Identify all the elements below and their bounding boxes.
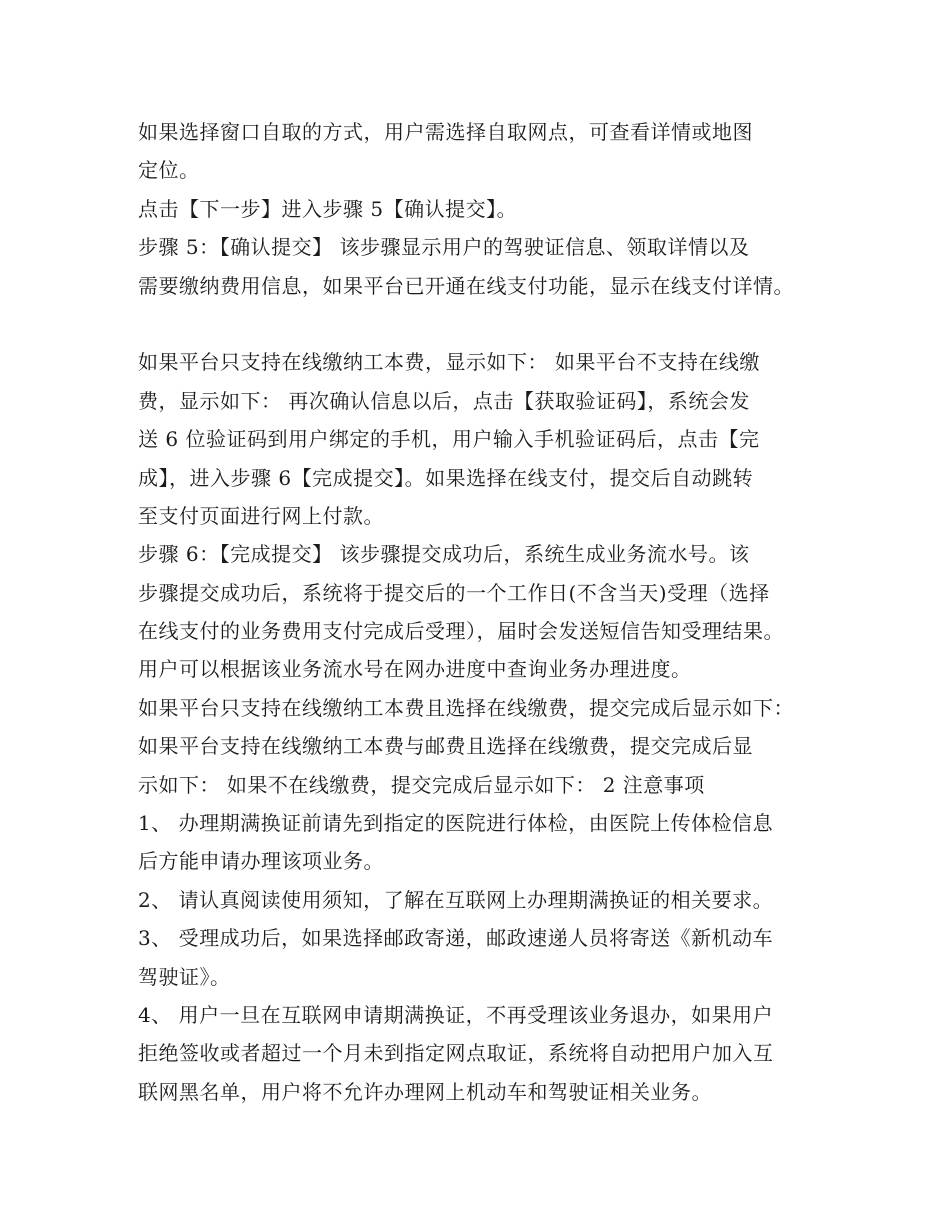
text-line: 1、 办理期满换证前请先到指定的医院进行体检，由医院上传体检信息 xyxy=(138,811,774,836)
text-line: 费，显示如下： 再次确认信息以后，点击【获取验证码】，系统会发 xyxy=(138,388,750,413)
text-line: 后方能申请办理该项业务。 xyxy=(138,849,384,874)
text-line: 如果平台支持在线缴纳工本费与邮费且选择在线缴费，提交完成后显 xyxy=(138,734,753,759)
text-line: 驾驶证》。 xyxy=(138,964,231,989)
text-line: 在线支付的业务费用支付完成后受理），届时会发送短信告知受理结果。 xyxy=(138,619,784,644)
text-line: 拒绝签收或者超过一个月未到指定网点取证，系统将自动把用户加入互 xyxy=(138,1041,774,1066)
text-line: 用户可以根据该业务流水号在网办进度中查询业务办理进度。 xyxy=(138,657,692,682)
text-line: 定位。 xyxy=(138,158,200,183)
text-line: 如果平台只支持在线缴纳工本费，显示如下： 如果平台不支持在线缴 xyxy=(138,350,760,375)
text-line: 4、 用户一旦在互联网申请期满换证，不再受理该业务退办，如果用户 xyxy=(138,1002,774,1027)
text-line: 点击【下一步】进入步骤 5【确认提交】。 xyxy=(138,196,518,221)
text-line: 联网黑名单，用户将不允许办理网上机动车和驾驶证相关业务。 xyxy=(138,1079,712,1104)
text-line: 送 6 位验证码到用户绑定的手机，用户输入手机验证码后，点击【完 xyxy=(138,427,760,452)
text-line: 需要缴纳费用信息，如果平台已开通在线支付功能，显示在线支付详情。 xyxy=(138,273,794,298)
text-line: 步骤 5：【确认提交】 该步骤显示用户的驾驶证信息、领取详情以及 xyxy=(138,235,750,260)
text-line: 3、 受理成功后，如果选择邮政寄递，邮政速递人员将寄送《新机动车 xyxy=(138,926,774,951)
document-body xyxy=(138,113,818,1111)
text-line: 如果平台只支持在线缴纳工本费且选择在线缴费，提交完成后显示如下： xyxy=(138,695,794,720)
text-line: 步骤 6：【完成提交】 该步骤提交成功后，系统生成业务流水号。该 xyxy=(138,542,750,567)
text-line: 至支付页面进行网上付款。 xyxy=(138,503,384,528)
text-line: 示如下： 如果不在线缴费，提交完成后显示如下： 2 注意事项 xyxy=(138,772,705,797)
text-line: 成】，进入步骤 6【完成提交】。如果选择在线支付，提交后自动跳转 xyxy=(138,465,754,490)
text-line: 步骤提交成功后，系统将于提交后的一个工作日(不含当天)受理（选择 xyxy=(138,580,770,605)
text-line: 如果选择窗口自取的方式，用户需选择自取网点，可查看详情或地图 xyxy=(138,120,753,144)
blank-line xyxy=(138,305,818,343)
text-line: 2、 请认真阅读使用须知，了解在互联网上办理期满换证的相关要求。 xyxy=(138,887,774,912)
